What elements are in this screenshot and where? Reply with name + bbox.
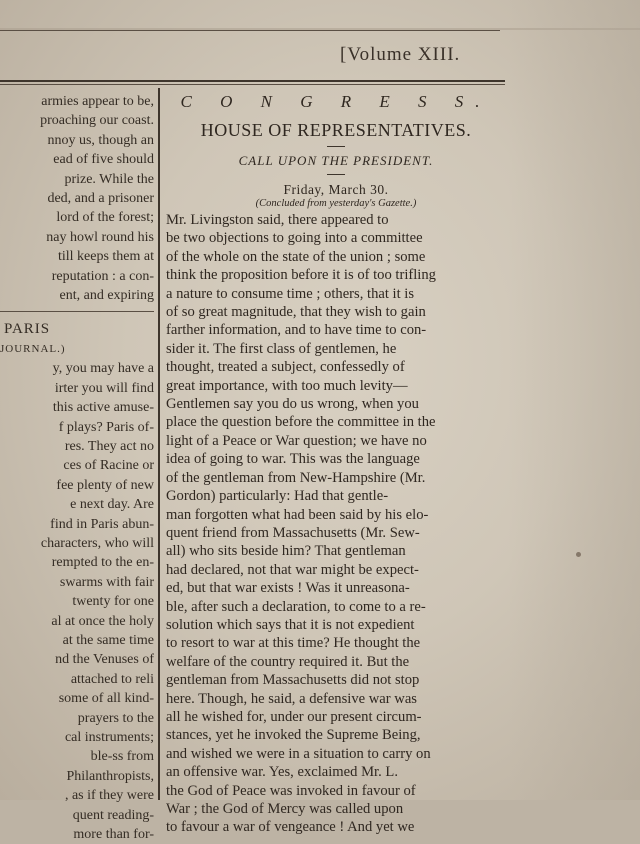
left-column-line: res. They act no bbox=[64, 438, 154, 454]
concluded-note: (Concluded from yesterday's Gazette.) bbox=[255, 198, 417, 209]
article-line: of the gentleman from New-Hampshire (Mr. bbox=[166, 469, 426, 486]
article-column bbox=[166, 88, 506, 837]
left-column-line: al at once the holy bbox=[51, 613, 154, 629]
article-line: and wished we were in a situation to carry on bbox=[166, 745, 431, 762]
article-line: light of a Peace or War question; we have no bbox=[166, 432, 427, 449]
article-line: all) who sits beside him? That gentleman bbox=[166, 543, 406, 560]
article-line: an offensive war. Yes, exclaimed Mr. L. bbox=[166, 764, 398, 781]
volume-label: [Volume XIII. bbox=[340, 44, 461, 65]
column-rule bbox=[158, 88, 160, 800]
left-column-line: till keeps them at bbox=[57, 249, 154, 265]
left-column-line: more than for- bbox=[73, 827, 154, 843]
left-column-line: armies appear to be, bbox=[41, 94, 154, 109]
call-heading: CALL UPON THE PRESIDENT. bbox=[238, 153, 434, 168]
article-line: War ; the God of Mercy was called upon bbox=[166, 801, 404, 817]
article-line: here. Though, he said, a defensive war was bbox=[166, 690, 417, 707]
article-line: Mr. Livingston said, there appeared to bbox=[166, 212, 389, 228]
header-rule-thin bbox=[0, 84, 505, 85]
article-line: great importance, with too much levity— bbox=[166, 377, 408, 394]
left-column-line: ces of Racine or bbox=[63, 458, 154, 474]
article-line: ble, after such a declaration, to come to a re- bbox=[166, 598, 426, 615]
ink-spot bbox=[576, 552, 581, 557]
dateline: Friday, March 30. bbox=[283, 182, 389, 197]
left-column-line: e next day. Are bbox=[70, 497, 154, 513]
left-column-line: , as if they were bbox=[64, 788, 154, 804]
article-line: welfare of the country required it. But the bbox=[166, 653, 410, 670]
left-column-line: fee plenty of new bbox=[56, 477, 154, 493]
paris-heading: PARIS bbox=[4, 321, 51, 338]
left-column-line: proaching our coast. bbox=[40, 113, 154, 129]
article-line: gentleman from Massachusetts did not stop bbox=[166, 672, 420, 689]
article-line: had declared, not that war might be expect- bbox=[166, 561, 419, 578]
left-column-line: rempted to the en- bbox=[51, 555, 154, 571]
journal-subheading: JOURNAL.) bbox=[0, 342, 66, 355]
left-column-line: irter you will find bbox=[54, 380, 154, 396]
left-column-line: prize. While the bbox=[64, 171, 154, 187]
left-column-top bbox=[0, 92, 154, 305]
article-line: idea of going to war. This was the language bbox=[166, 451, 420, 468]
left-column-bottom bbox=[0, 359, 154, 844]
left-column-rule bbox=[0, 311, 154, 312]
article-line: Gentlemen say you do us wrong, when you bbox=[166, 396, 419, 413]
left-column-line: y, you may have a bbox=[52, 361, 154, 377]
short-rule bbox=[327, 174, 345, 175]
page-edge-shadow bbox=[508, 0, 640, 800]
article-line: farther information, and to have time to con- bbox=[166, 322, 427, 339]
left-column-line: lord of the forest; bbox=[56, 210, 154, 226]
article-line: ed, but that war exists ! Was it unreasona- bbox=[166, 580, 410, 597]
article-line: sider it. The first class of gentlemen, he bbox=[166, 340, 397, 357]
article-line: Gordon) particularly: Had that gentle- bbox=[166, 488, 389, 505]
left-column-line: some of all kind- bbox=[58, 691, 154, 707]
left-column-line: swarms with fair bbox=[59, 574, 154, 590]
left-column-line: this active amuse- bbox=[52, 400, 154, 416]
article-line: of so great magnitude, that they wish to gain bbox=[166, 304, 426, 321]
left-column-line: nd the Venuses of bbox=[55, 652, 154, 668]
article-line: quent friend from Massachusetts (Mr. Sew- bbox=[166, 524, 420, 541]
congress-heading: C O N G R E S S. bbox=[180, 92, 492, 111]
left-column-line: prayers to the bbox=[77, 710, 154, 726]
article-line: stances, yet he invoked the Supreme Being, bbox=[166, 727, 421, 744]
left-column-line: reputation : a con- bbox=[51, 268, 154, 284]
article-line: the God of Peace was invoked in favour of bbox=[166, 782, 416, 799]
left-column-line: at the same time bbox=[62, 632, 154, 648]
article-line: man forgotten what had been said by his elo- bbox=[166, 506, 429, 523]
left-column-line: nnoy us, though an bbox=[47, 132, 154, 148]
left-column-line: ble-ss from bbox=[90, 749, 154, 765]
article-line: of the whole on the state of the union ; some bbox=[166, 248, 426, 265]
left-column-line: attached to reli bbox=[70, 671, 154, 687]
left-column-line: quent reading- bbox=[72, 807, 154, 823]
header-rule bbox=[0, 80, 505, 82]
left-column-line: characters, who will bbox=[40, 535, 154, 551]
left-column-line: ded, and a prisoner bbox=[47, 191, 154, 207]
left-column-line: cal instruments; bbox=[64, 730, 154, 745]
left-column-line: ent, and expiring bbox=[59, 288, 154, 304]
article-line: a nature to consume time ; others, that it is bbox=[166, 285, 415, 302]
article-line: all he wished for, under our present circum- bbox=[166, 708, 422, 725]
article-body bbox=[166, 211, 506, 837]
left-column-line: Philanthropists, bbox=[66, 768, 154, 784]
article-line: to favour a war of vengeance ! And yet we bbox=[166, 819, 415, 836]
left-column bbox=[0, 92, 154, 844]
article-line: solution which says that it is not expedient bbox=[166, 616, 415, 633]
left-column-line: ead of five should bbox=[53, 152, 154, 168]
left-column-line: twenty for one bbox=[72, 594, 154, 610]
top-rule bbox=[0, 30, 500, 31]
article-line: be two objections to going into a committee bbox=[166, 230, 423, 247]
left-column-line: nay howl round his bbox=[46, 229, 154, 245]
article-line: place the question before the committee in the bbox=[166, 414, 436, 431]
short-rule bbox=[327, 146, 345, 147]
article-line: think the proposition before it is of too trifling bbox=[166, 267, 436, 284]
house-heading: HOUSE OF REPRESENTATIVES. bbox=[200, 120, 472, 140]
left-column-line: find in Paris abun- bbox=[50, 516, 154, 532]
article-line: to resort to war at this time? He thought the bbox=[166, 635, 421, 652]
left-column-line: f plays? Paris of- bbox=[58, 419, 154, 435]
article-line: thought, treated a subject, confessedly of bbox=[166, 359, 405, 376]
